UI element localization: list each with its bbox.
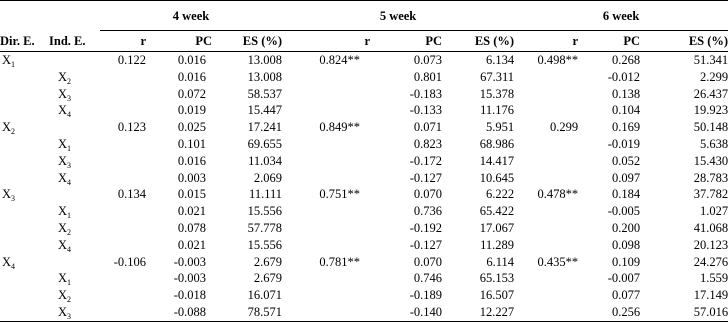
- cell-pc-6week: -0.005: [607, 204, 641, 219]
- cell-pc-4week: 0.016: [177, 153, 206, 168]
- cell-r-5week: 0.824**: [319, 53, 361, 67]
- cell-es-6week: 24.276: [693, 254, 728, 269]
- cell-r-4week: [100, 136, 146, 153]
- dir-variable-subscript: 1: [11, 60, 16, 69]
- cell-es-5week: 65.153: [479, 271, 515, 286]
- ind-variable-subscript: 1: [67, 211, 72, 221]
- cell-r-4week: 0.122: [117, 53, 146, 67]
- ind-variable-subscript: 1: [67, 278, 72, 288]
- cell-r-4week: -0.106: [113, 254, 146, 269]
- cell-es-4week: 2.069: [253, 170, 283, 185]
- cell-es-4week: 11.034: [248, 153, 283, 168]
- group-header-5week: 5 week: [282, 1, 514, 31]
- col-header-es-5week: ES (%): [442, 31, 514, 52]
- cell-pc-5week: 0.073: [413, 53, 443, 67]
- cell-r-6week: [514, 237, 578, 254]
- cell-dir-effect: [0, 254, 46, 271]
- table-row: [0, 186, 728, 203]
- col-header-ind: Ind. E.: [46, 31, 100, 52]
- cell-r-6week: 0.478**: [537, 187, 579, 202]
- cell-pc-4week: 0.021: [177, 204, 206, 219]
- cell-ind-effect: [46, 220, 100, 237]
- ind-variable-subscript: 2: [67, 76, 72, 86]
- ind-variable-subscript: 4: [67, 244, 72, 254]
- cell-pc-5week: -0.127: [409, 170, 443, 185]
- cell-es-6week: 28.783: [693, 170, 728, 185]
- cell-es-6week: 41.068: [693, 220, 728, 235]
- cell-es-5week: 5.951: [485, 120, 515, 135]
- cell-r-5week: [282, 153, 370, 170]
- cell-r-5week: 0.751**: [319, 187, 361, 202]
- cell-pc-5week: -0.133: [409, 103, 443, 118]
- cell-pc-5week: 0.736: [413, 204, 443, 219]
- cell-r-4week: [100, 69, 146, 86]
- cell-es-5week: 11.176: [480, 103, 515, 118]
- cell-r-5week: [282, 170, 370, 187]
- cell-dir-effect: [0, 170, 46, 187]
- cell-r-4week: [100, 287, 146, 304]
- col-header-r-4week: r: [100, 31, 146, 52]
- dir-variable-subscript: 2: [11, 127, 16, 137]
- cell-r-6week: 0.498**: [537, 53, 579, 67]
- table-row: [0, 254, 728, 271]
- cell-es-4week: 17.241: [247, 120, 283, 135]
- table-row: [0, 270, 728, 287]
- ind-variable-letter: X: [58, 103, 68, 118]
- ind-variable-subscript: 4: [67, 110, 72, 120]
- cell-pc-4week: -0.018: [173, 288, 206, 303]
- cell-ind-effect: [46, 52, 100, 69]
- col-header-es-4week: ES (%): [212, 31, 282, 52]
- ind-variable-letter: X: [58, 304, 68, 319]
- cell-r-4week: 0.134: [117, 187, 146, 202]
- cell-r-4week: [100, 203, 146, 220]
- cell-r-5week: [282, 136, 370, 153]
- cell-r-6week: [514, 102, 578, 119]
- ind-variable-letter: X: [58, 170, 68, 185]
- cell-es-4week: 13.008: [247, 69, 283, 84]
- cell-ind-effect: [46, 136, 100, 153]
- cell-es-4week: 15.556: [247, 237, 283, 252]
- cell-es-6week: 15.430: [693, 153, 728, 168]
- cell-ind-effect: [46, 270, 100, 287]
- cell-es-6week: 2.299: [699, 69, 728, 84]
- table-body: [0, 52, 728, 322]
- cell-es-4week: 15.447: [247, 103, 283, 118]
- cell-es-5week: 6.222: [485, 187, 515, 202]
- cell-pc-5week: -0.140: [370, 304, 442, 321]
- ind-variable-letter: X: [58, 153, 68, 168]
- cell-pc-6week: 0.169: [611, 120, 641, 135]
- cell-r-6week: [514, 304, 578, 321]
- cell-es-5week: 65.422: [479, 204, 515, 219]
- cell-dir-effect: [0, 153, 46, 170]
- cell-r-6week: [514, 69, 578, 86]
- cell-pc-6week: 0.268: [611, 53, 641, 67]
- cell-pc-6week: 0.184: [611, 187, 641, 202]
- dir-variable-subscript: 4: [11, 261, 16, 271]
- cell-pc-4week: 0.072: [177, 86, 206, 101]
- cell-ind-effect: [46, 86, 100, 103]
- cell-es-6week: 51.341: [693, 53, 728, 67]
- cell-pc-6week: 0.138: [611, 86, 641, 101]
- ind-variable-letter: X: [58, 237, 68, 252]
- cell-es-5week: 14.417: [479, 153, 515, 168]
- cell-dir-effect: [0, 203, 46, 220]
- cell-pc-4week: -0.088: [146, 304, 212, 321]
- cell-dir-effect: [0, 304, 46, 321]
- dir-variable-letter: X: [2, 53, 12, 67]
- cell-pc-5week: -0.172: [409, 153, 443, 168]
- cell-pc-6week: 0.109: [611, 254, 641, 269]
- cell-es-6week: 57.016: [640, 304, 728, 321]
- cell-r-4week: 0.123: [117, 120, 146, 135]
- cell-pc-5week: -0.192: [409, 220, 443, 235]
- cell-pc-5week: -0.189: [409, 288, 443, 303]
- cell-r-6week: [514, 220, 578, 237]
- cell-es-6week: 1.559: [699, 271, 728, 286]
- ind-variable-letter: X: [58, 271, 68, 286]
- cell-r-6week: [514, 170, 578, 187]
- cell-es-4week: 69.655: [247, 136, 283, 151]
- cell-pc-4week: 0.016: [177, 53, 206, 67]
- cell-es-4week: 58.537: [247, 86, 283, 101]
- cell-pc-4week: 0.101: [177, 136, 206, 151]
- cell-dir-effect: [0, 52, 46, 69]
- cell-ind-effect: [46, 287, 100, 304]
- dir-variable-letter: X: [2, 120, 12, 135]
- cell-r-4week: [100, 220, 146, 237]
- col-header-pc-6week: PC: [578, 31, 640, 52]
- cell-pc-5week: 0.823: [413, 136, 443, 151]
- ind-variable-subscript: 2: [67, 227, 72, 237]
- col-header-es-6week: ES (%): [640, 31, 728, 52]
- cell-r-4week: [100, 102, 146, 119]
- col-header-r-5week: r: [282, 31, 370, 52]
- group-header-4week: 4 week: [100, 1, 282, 31]
- cell-es-4week: 16.071: [247, 288, 283, 303]
- column-header-row: [0, 31, 728, 52]
- cell-pc-4week: 0.015: [177, 187, 206, 202]
- cell-es-4week: 2.679: [253, 254, 283, 269]
- cell-ind-effect: [46, 102, 100, 119]
- cell-es-4week: 57.778: [247, 220, 283, 235]
- cell-dir-effect: [0, 237, 46, 254]
- cell-pc-5week: 0.071: [413, 120, 443, 135]
- group-header-6week: 6 week: [514, 1, 728, 31]
- cell-es-5week: 15.378: [479, 86, 515, 101]
- cell-r-4week: [100, 153, 146, 170]
- cell-es-6week: 20.123: [693, 237, 728, 252]
- table-row: [0, 237, 728, 254]
- cell-ind-effect: [46, 254, 100, 271]
- ind-variable-subscript: 1: [67, 143, 72, 153]
- ind-variable-letter: X: [58, 288, 68, 303]
- cell-es-6week: 19.923: [693, 103, 728, 118]
- cell-pc-6week: -0.012: [607, 69, 641, 84]
- cell-pc-4week: -0.003: [173, 254, 206, 269]
- table-row: [0, 69, 728, 86]
- ind-variable-subscript: 3: [67, 93, 72, 103]
- cell-r-4week: [100, 304, 146, 321]
- ind-variable-subscript: 4: [67, 177, 72, 187]
- cell-es-4week: 11.111: [249, 187, 283, 202]
- cell-es-4week: 2.679: [253, 271, 283, 286]
- ind-variable-subscript: 2: [67, 295, 72, 305]
- cell-pc-6week: 0.097: [611, 170, 641, 185]
- cell-pc-4week: -0.003: [173, 271, 206, 286]
- cell-dir-effect: [0, 136, 46, 153]
- cell-pc-5week: -0.183: [409, 86, 443, 101]
- cell-r-5week: [282, 203, 370, 220]
- cell-r-5week: [282, 220, 370, 237]
- dir-variable-letter: X: [2, 187, 12, 202]
- cell-pc-5week: 0.070: [413, 254, 443, 269]
- table-row: [0, 153, 728, 170]
- cell-pc-4week: 0.021: [177, 237, 206, 252]
- cell-r-6week: [514, 287, 578, 304]
- table-row: [0, 170, 728, 187]
- ind-variable-subscript: 3: [67, 311, 72, 321]
- cell-r-5week: 0.849**: [319, 120, 361, 135]
- cell-pc-5week: 0.070: [413, 187, 443, 202]
- cell-es-5week: 12.227: [442, 304, 514, 321]
- cell-es-5week: 16.507: [479, 288, 515, 303]
- cell-pc-4week: 0.016: [177, 69, 206, 84]
- ind-variable-letter: X: [58, 86, 68, 101]
- cell-es-4week: 78.571: [212, 304, 282, 321]
- cell-es-6week: 1.027: [699, 204, 728, 219]
- cell-es-6week: 37.782: [693, 187, 728, 202]
- cell-r-6week: [514, 270, 578, 287]
- cell-ind-effect: [46, 304, 100, 321]
- table-row: [0, 287, 728, 304]
- cell-es-4week: 13.008: [247, 53, 283, 67]
- cell-pc-5week: 0.746: [413, 271, 443, 286]
- cell-r-5week: [282, 102, 370, 119]
- cell-r-5week: [282, 270, 370, 287]
- cell-es-5week: 10.645: [479, 170, 515, 185]
- cell-dir-effect: [0, 102, 46, 119]
- cell-dir-effect: [0, 186, 46, 203]
- cell-es-6week: 26.437: [693, 86, 728, 101]
- ind-variable-letter: X: [58, 69, 68, 84]
- cell-pc-6week: -0.007: [607, 271, 641, 286]
- cell-pc-4week: 0.003: [177, 170, 206, 185]
- cell-dir-effect: [0, 220, 46, 237]
- col-header-pc-4week: PC: [146, 31, 212, 52]
- cell-ind-effect: [46, 119, 100, 136]
- cell-pc-5week: 0.801: [413, 69, 443, 84]
- cell-r-4week: [100, 237, 146, 254]
- group-header-row: [0, 1, 728, 31]
- col-header-dir: Dir. E.: [0, 31, 46, 52]
- ind-variable-letter: X: [58, 204, 68, 219]
- cell-es-5week: 6.134: [485, 53, 515, 67]
- cell-pc-4week: 0.078: [177, 220, 206, 235]
- cell-es-5week: 17.067: [479, 220, 515, 235]
- table-row: [0, 52, 728, 69]
- table-row: [0, 136, 728, 153]
- table-row: [0, 119, 728, 136]
- cell-pc-5week: -0.127: [409, 237, 443, 252]
- col-header-r-6week: r: [514, 31, 578, 52]
- dir-variable-subscript: 3: [11, 194, 16, 204]
- cell-r-6week: [514, 203, 578, 220]
- cell-es-4week: 15.556: [247, 204, 283, 219]
- ind-variable-subscript: 3: [67, 160, 72, 170]
- col-header-pc-5week: PC: [370, 31, 442, 52]
- table-row: [0, 102, 728, 119]
- cell-dir-effect: [0, 287, 46, 304]
- cell-es-6week: 5.638: [699, 136, 728, 151]
- ind-variable-letter: X: [58, 220, 68, 235]
- cell-es-5week: 6.114: [486, 254, 515, 269]
- cell-pc-6week: 0.104: [611, 103, 641, 118]
- cell-r-6week: 0.299: [549, 120, 579, 135]
- cell-dir-effect: [0, 119, 46, 136]
- cell-ind-effect: [46, 69, 100, 86]
- cell-pc-4week: 0.025: [177, 120, 206, 135]
- cell-ind-effect: [46, 153, 100, 170]
- table-row: [0, 304, 728, 321]
- cell-r-6week: [514, 86, 578, 103]
- cell-dir-effect: [0, 86, 46, 103]
- cell-ind-effect: [46, 170, 100, 187]
- cell-r-5week: [282, 237, 370, 254]
- table-row: [0, 203, 728, 220]
- cell-ind-effect: [46, 237, 100, 254]
- cell-r-6week: [514, 136, 578, 153]
- cell-es-5week: 67.311: [480, 69, 515, 84]
- cell-ind-effect: [46, 203, 100, 220]
- cell-es-6week: 50.148: [693, 120, 728, 135]
- cell-ind-effect: [46, 186, 100, 203]
- cell-r-5week: [282, 304, 370, 321]
- cell-es-5week: 68.986: [479, 136, 515, 151]
- cell-pc-6week: 0.077: [611, 288, 641, 303]
- cell-es-6week: 17.149: [693, 288, 728, 303]
- cell-dir-effect: [0, 69, 46, 86]
- cell-r-6week: [514, 153, 578, 170]
- cell-r-4week: [100, 86, 146, 103]
- dir-variable-letter: X: [2, 254, 12, 269]
- cell-dir-effect: [0, 270, 46, 287]
- cell-r-6week: 0.435**: [537, 254, 579, 269]
- cell-pc-6week: -0.019: [607, 136, 641, 151]
- cell-r-5week: 0.781**: [319, 254, 361, 269]
- table-row: [0, 220, 728, 237]
- ind-variable-letter: X: [58, 136, 68, 151]
- cell-r-5week: [282, 86, 370, 103]
- cell-r-4week: [100, 170, 146, 187]
- cell-pc-4week: 0.019: [177, 103, 206, 118]
- cell-r-4week: [100, 270, 146, 287]
- cell-r-5week: [282, 69, 370, 86]
- cell-es-5week: 11.289: [480, 237, 515, 252]
- cell-r-5week: [282, 287, 370, 304]
- table-row: [0, 86, 728, 103]
- cell-pc-6week: 0.098: [611, 237, 641, 252]
- cell-pc-6week: 0.200: [611, 220, 641, 235]
- cell-pc-6week: 0.256: [578, 304, 640, 321]
- cell-pc-6week: 0.052: [611, 153, 641, 168]
